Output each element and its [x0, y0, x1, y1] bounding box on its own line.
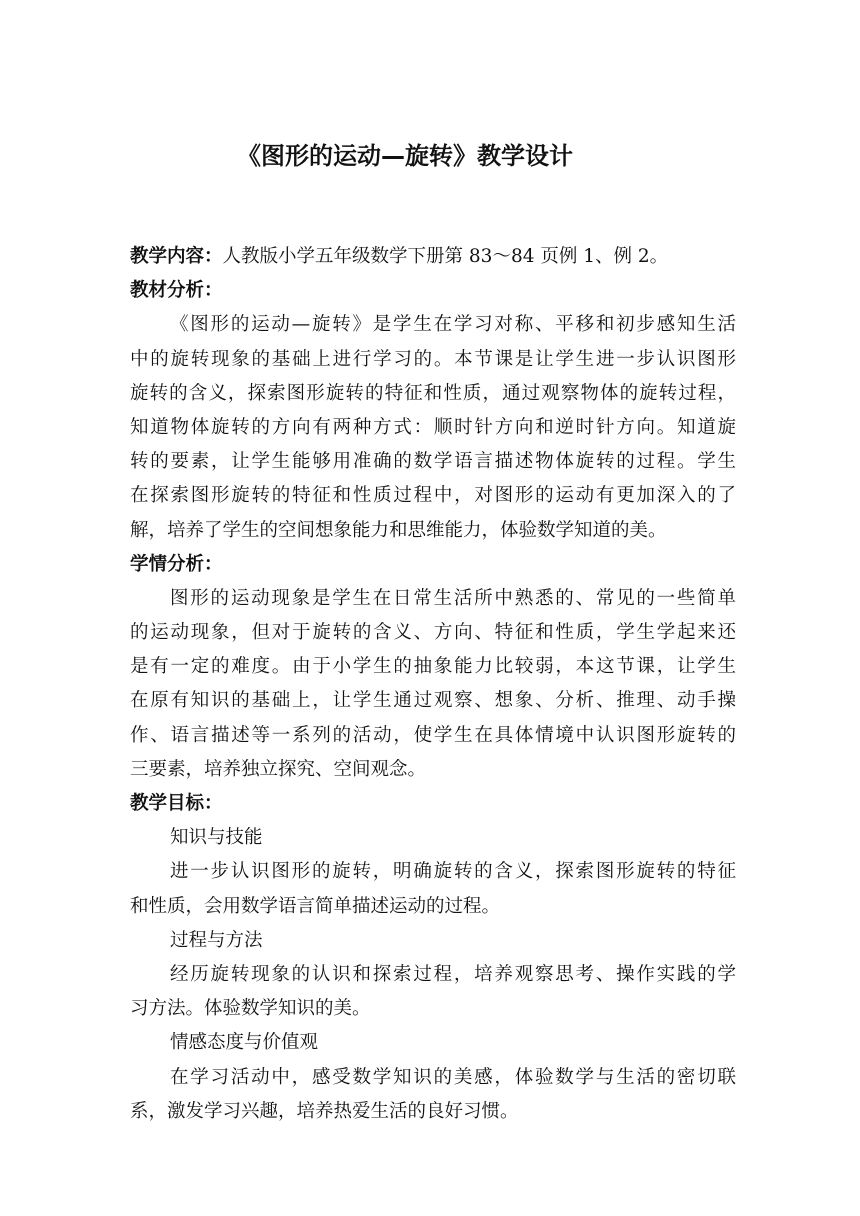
material-line: 解，培养了学生的空间想象能力和思维能力，体验数学知道的美。 [130, 519, 667, 541]
teaching-content-line [130, 240, 736, 274]
student-line: 的运动现象，但对于旋转的含义、方向、特征和性质，学生学起来还 [130, 622, 736, 644]
student-line: 在原有知识的基础上，让学生通过观察、想象、分析、推理、动手操 [130, 690, 736, 712]
student-line: 三要素，培养独立探究、空间观念。 [130, 758, 427, 780]
material-line: 知道物体旋转的方向有两种方式：顺时针方向和逆时针方向。知道旋 [130, 416, 736, 438]
teaching-content-text: 人教版小学五年级数学下册第 83～84 页例 1、例 2。 [222, 246, 669, 267]
document-title: 《图形的运动—旋转》教学设计 [237, 142, 573, 170]
material-line: 《图形的运动—旋转》是学生在学习对称、平移和初步感知生活 [170, 314, 736, 336]
knowledge-skills-label: 知识与技能 [170, 827, 263, 849]
material-line: 中的旋转现象的基础上进行学习的。本节课是让学生进一步认识图形 [130, 348, 736, 370]
document-body [130, 240, 736, 1129]
student-analysis-heading: 学情分析： [130, 553, 223, 575]
teaching-content-label: 教学内容： [130, 246, 223, 267]
knowledge-line: 进一步认识图形的旋转，明确旋转的含义，探索图形旋转的特征 [170, 861, 736, 883]
student-line: 作、语言描述等一系列的活动，使学生在具体情境中认识图形旋转的 [130, 724, 736, 746]
teaching-goals-heading: 教学目标： [130, 793, 223, 814]
material-line: 转的要素，让学生能够用准确的数学语言描述物体旋转的过程。学生 [130, 451, 736, 473]
student-line: 是有一定的难度。由于小学生的抽象能力比较弱，本这节课，让学生 [130, 656, 736, 678]
process-line: 习方法。体验数学知识的美。 [130, 998, 371, 1020]
material-line: 在探索图形旋转的特征和性质过程中，对图形的运动有更加深入的了 [130, 485, 736, 507]
process-methods-label: 过程与方法 [170, 929, 263, 951]
student-line: 图形的运动现象是学生在日常生活所中熟悉的、常见的一些简单 [170, 587, 736, 609]
knowledge-line: 和性质，会用数学语言简单描述运动的过程。 [130, 895, 501, 917]
emotion-line: 在学习活动中，感受数学知识的美感，体验数学与生活的密切联 [170, 1066, 736, 1088]
emotion-values-label: 情感态度与价值观 [170, 1032, 319, 1054]
material-analysis-heading: 教材分析： [130, 280, 223, 302]
material-line: 旋转的含义，探索图形旋转的特征和性质，通过观察物体的旋转过程， [130, 382, 736, 404]
emotion-line: 系，激发学习兴趣，培养热爱生活的良好习惯。 [130, 1100, 519, 1122]
process-line: 经历旋转现象的认识和探索过程，培养观察思考、操作实践的学 [170, 963, 736, 985]
